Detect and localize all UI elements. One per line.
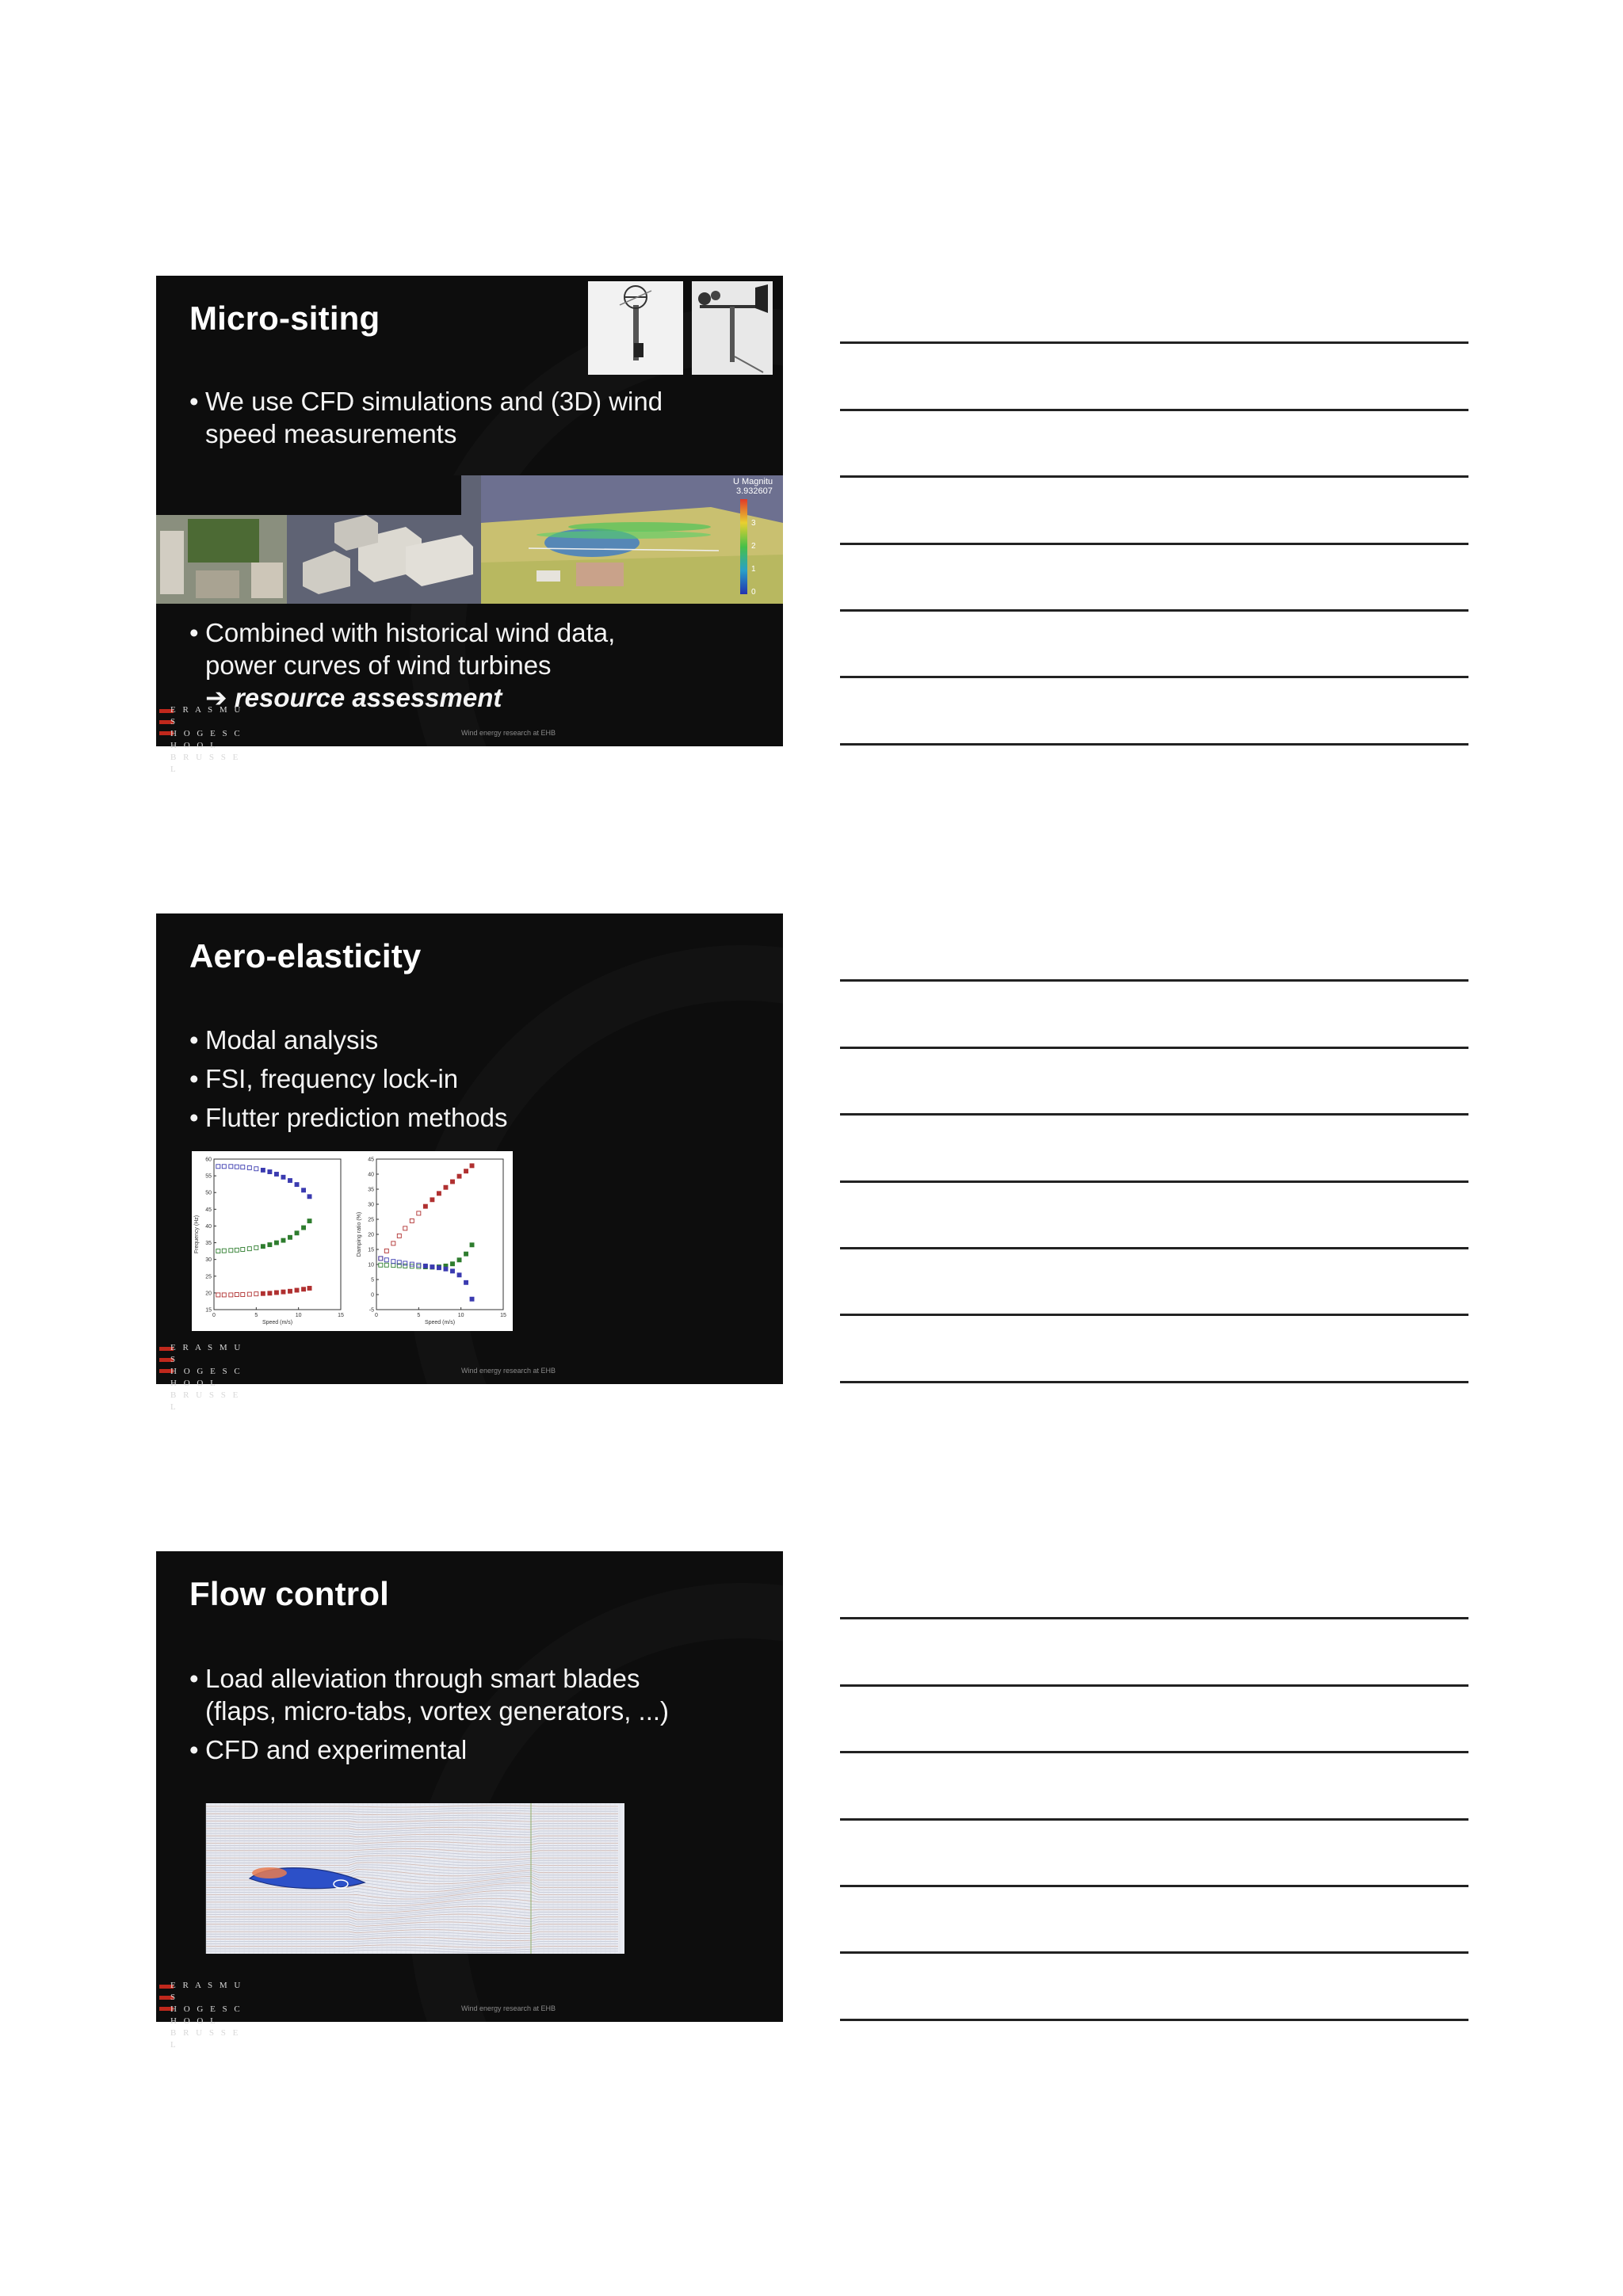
y-axis-label: Damping ratio (%) xyxy=(357,1211,362,1257)
bullet: • CFD and experimental xyxy=(189,1733,712,1766)
data-point xyxy=(430,1198,434,1202)
x-tick-label: 0 xyxy=(212,1313,216,1318)
note-line xyxy=(840,1314,1468,1316)
slide-title: Aero-elasticity xyxy=(189,937,422,974)
note-line xyxy=(840,1684,1468,1687)
bullet: • FSI, frequency lock-in xyxy=(189,1063,508,1095)
data-point xyxy=(268,1170,272,1174)
y-tick-label: 40 xyxy=(368,1172,374,1178)
data-point xyxy=(216,1249,220,1253)
data-point xyxy=(470,1243,474,1247)
data-point xyxy=(379,1263,383,1267)
colorbar-tick: 1 xyxy=(751,565,756,574)
data-point xyxy=(261,1168,265,1172)
colorbar-tick: 0 xyxy=(751,588,756,597)
data-point xyxy=(241,1165,245,1169)
logo-line: E R A S M U S xyxy=(170,705,243,727)
logo-line: B R U S S E L xyxy=(170,753,241,774)
bullet: • Load alleviation through smart blades (flaps, micro-tabs, vortex generators, ...) xyxy=(189,1662,712,1727)
note-line xyxy=(840,1751,1468,1753)
data-point xyxy=(247,1247,251,1251)
y-tick-label: 10 xyxy=(368,1262,374,1268)
cup-anemometer-photo xyxy=(692,281,773,375)
conclusion-line xyxy=(189,681,681,714)
data-point xyxy=(437,1192,441,1196)
y-tick-label: 50 xyxy=(205,1190,212,1196)
data-point xyxy=(437,1266,441,1270)
data-point xyxy=(302,1226,306,1230)
data-point xyxy=(307,1195,311,1199)
x-tick-label: 5 xyxy=(254,1313,258,1318)
note-line xyxy=(840,409,1468,411)
x-axis-label: Speed (m/s) xyxy=(262,1320,293,1325)
slide-footer: Wind energy research at EHB xyxy=(461,729,556,737)
y-tick-label: 40 xyxy=(205,1223,212,1230)
pressure-region xyxy=(252,1867,287,1878)
bullets-top-overlay xyxy=(189,385,712,424)
data-point xyxy=(229,1165,233,1169)
slide-title: Flow control xyxy=(189,1575,390,1612)
data-point xyxy=(451,1269,455,1273)
data-point xyxy=(268,1291,272,1295)
data-point xyxy=(302,1188,306,1192)
note-line xyxy=(840,1818,1468,1821)
note-line xyxy=(840,1113,1468,1116)
logo-line: H O G E S C H O O L xyxy=(170,2004,242,2026)
y-tick-label: 45 xyxy=(205,1207,212,1213)
data-point xyxy=(417,1211,421,1215)
arrow-icon: ➔ xyxy=(205,683,227,712)
data-point xyxy=(457,1273,461,1277)
data-point xyxy=(379,1257,383,1261)
data-point xyxy=(295,1183,299,1187)
note-line xyxy=(840,743,1468,746)
note-line xyxy=(840,1885,1468,1887)
data-point xyxy=(241,1248,245,1252)
data-point xyxy=(281,1238,285,1242)
data-point xyxy=(235,1165,239,1169)
data-point xyxy=(384,1263,388,1267)
data-point xyxy=(417,1263,421,1267)
data-point xyxy=(268,1243,272,1247)
data-point xyxy=(261,1245,265,1249)
data-point xyxy=(261,1291,265,1295)
erasmus-logo xyxy=(159,704,246,774)
x-tick-label: 10 xyxy=(457,1313,464,1318)
bullets xyxy=(189,1662,712,1772)
data-point xyxy=(470,1164,474,1168)
data-point xyxy=(281,1290,285,1294)
note-line xyxy=(840,475,1468,478)
note-line xyxy=(840,2019,1468,2021)
data-point xyxy=(288,1235,292,1239)
data-point xyxy=(222,1293,226,1297)
damping-chart xyxy=(354,1151,513,1331)
slide-footer: Wind energy research at EHB xyxy=(461,2004,556,2012)
y-tick-label: 30 xyxy=(368,1202,374,1208)
y-tick-label: 15 xyxy=(205,1307,212,1314)
data-point xyxy=(229,1293,233,1297)
data-point xyxy=(391,1260,395,1264)
data-point xyxy=(403,1264,407,1268)
x-axis-label: Speed (m/s) xyxy=(424,1320,456,1325)
data-point xyxy=(423,1264,427,1268)
y-tick-label: 20 xyxy=(205,1291,212,1297)
colorbar xyxy=(740,499,747,594)
logo-line: B R U S S E L xyxy=(170,2028,241,2050)
note-line xyxy=(840,341,1468,344)
data-point xyxy=(391,1241,395,1245)
data-point xyxy=(417,1264,421,1268)
data-point xyxy=(281,1175,285,1179)
data-point xyxy=(235,1248,239,1252)
data-point xyxy=(403,1261,407,1265)
data-point xyxy=(384,1258,388,1262)
note-line xyxy=(840,1247,1468,1249)
y-tick-label: 5 xyxy=(371,1277,374,1283)
colorbar-title: U Magnitu xyxy=(733,477,773,486)
note-line xyxy=(840,979,1468,982)
y-tick-label: 15 xyxy=(368,1247,374,1253)
data-point xyxy=(423,1204,427,1208)
data-point xyxy=(247,1165,251,1169)
data-point xyxy=(457,1258,461,1262)
bullet: • Flutter prediction methods xyxy=(189,1102,508,1134)
data-point xyxy=(288,1179,292,1183)
slide-aero-elasticity xyxy=(156,913,783,1412)
data-point xyxy=(295,1231,299,1235)
x-tick-label: 15 xyxy=(500,1313,506,1318)
bullets-bottom xyxy=(189,616,681,714)
modal-charts xyxy=(192,1151,513,1331)
colorbar-tick: 3 xyxy=(751,519,756,528)
data-point xyxy=(295,1288,299,1292)
x-tick-label: 10 xyxy=(295,1313,302,1318)
data-point xyxy=(444,1185,448,1189)
note-line xyxy=(840,1617,1468,1619)
erasmus-logo xyxy=(159,1342,246,1412)
y-axis-label: Frequency (Hz) xyxy=(194,1215,200,1254)
data-point xyxy=(464,1169,468,1173)
colorbar-tick: 2 xyxy=(751,542,756,551)
data-point xyxy=(222,1249,226,1253)
data-point xyxy=(307,1219,311,1223)
note-line xyxy=(840,676,1468,678)
colorbar-max: 3.932607 xyxy=(736,486,773,496)
y-tick-label: 30 xyxy=(205,1257,212,1264)
y-tick-label: 25 xyxy=(205,1274,212,1280)
data-point xyxy=(302,1287,306,1291)
sonic-anemometer-photo xyxy=(588,281,683,375)
x-tick-label: 15 xyxy=(338,1313,344,1318)
y-tick-label: 20 xyxy=(368,1232,374,1238)
data-point xyxy=(430,1265,434,1269)
note-line xyxy=(840,609,1468,612)
plot-frame xyxy=(214,1159,341,1310)
slide-title: Micro-siting xyxy=(189,299,380,337)
slide-flow-control xyxy=(156,1551,783,2050)
note-line xyxy=(840,1047,1468,1049)
logo-line: E R A S M U S xyxy=(170,1981,243,2002)
bullet: • Combined with historical wind data, power curves of wind turbines xyxy=(189,616,681,681)
slide-micro-siting xyxy=(156,276,783,774)
data-point xyxy=(274,1173,278,1177)
data-point xyxy=(235,1293,239,1297)
colorbar-ticks xyxy=(751,512,756,604)
cfd-simulation-render xyxy=(481,475,783,604)
data-point xyxy=(451,1262,455,1266)
bullets xyxy=(189,1024,508,1141)
data-point xyxy=(444,1267,448,1271)
data-point xyxy=(254,1167,258,1171)
data-point xyxy=(451,1180,455,1184)
bullet: • We use CFD simulations and (3D) wind speed measurements xyxy=(189,385,712,450)
data-point xyxy=(464,1280,468,1284)
data-point xyxy=(222,1165,226,1169)
data-point xyxy=(464,1252,468,1256)
data-point xyxy=(254,1292,258,1296)
y-tick-label: 45 xyxy=(368,1157,374,1163)
data-point xyxy=(384,1249,388,1253)
data-point xyxy=(403,1226,407,1230)
data-point xyxy=(274,1241,278,1245)
note-line xyxy=(840,1180,1468,1183)
note-line xyxy=(840,1381,1468,1383)
data-point xyxy=(470,1297,474,1301)
bullet: • Modal analysis xyxy=(189,1024,508,1056)
data-point xyxy=(229,1249,233,1253)
data-point xyxy=(241,1293,245,1297)
y-tick-label: 35 xyxy=(205,1241,212,1247)
y-tick-label: 25 xyxy=(368,1217,374,1223)
airfoil-flow-visualization xyxy=(206,1803,624,1954)
x-tick-label: 0 xyxy=(375,1313,378,1318)
data-point xyxy=(216,1293,220,1297)
data-point xyxy=(254,1245,258,1249)
text-backing xyxy=(156,475,461,515)
logo-line: B R U S S E L xyxy=(170,1390,241,1412)
y-tick-label: 55 xyxy=(205,1173,212,1180)
data-point xyxy=(410,1219,414,1222)
data-point xyxy=(274,1291,278,1295)
logo-line: H O G E S C H O O L xyxy=(170,1367,242,1388)
data-point xyxy=(216,1165,220,1169)
plot-frame xyxy=(376,1159,503,1310)
y-tick-label: 0 xyxy=(371,1292,374,1299)
data-point xyxy=(288,1289,292,1293)
note-line xyxy=(840,543,1468,545)
logo-line: E R A S M U S xyxy=(170,1343,243,1364)
slide-footer: Wind energy research at EHB xyxy=(461,1367,556,1375)
data-point xyxy=(391,1264,395,1268)
data-point xyxy=(397,1234,401,1238)
x-tick-label: 5 xyxy=(417,1313,421,1318)
data-point xyxy=(247,1292,251,1296)
erasmus-logo xyxy=(159,1980,246,2050)
logo-line: H O G E S C H O O L xyxy=(170,729,242,750)
y-tick-label: 35 xyxy=(368,1187,374,1193)
y-tick-label: -5 xyxy=(369,1307,374,1314)
data-point xyxy=(307,1286,311,1290)
y-tick-label: 60 xyxy=(205,1157,212,1163)
frequency-chart xyxy=(192,1151,350,1331)
data-point xyxy=(379,1257,383,1261)
data-point xyxy=(457,1174,461,1178)
conclusion-text: resource assessment xyxy=(234,683,502,712)
note-line xyxy=(840,1951,1468,1954)
